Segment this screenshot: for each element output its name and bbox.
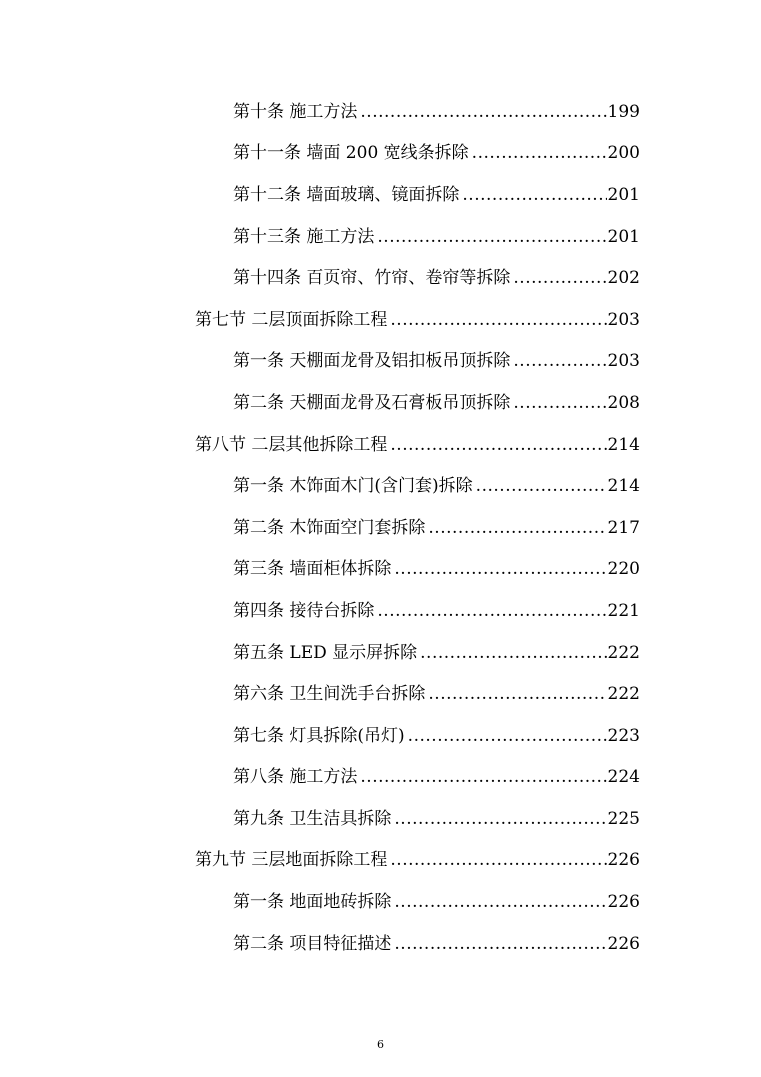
- toc-entry-page: 214: [607, 476, 640, 497]
- toc-entry[interactable]: [0, 382, 761, 424]
- toc-entry-page: 226: [607, 933, 640, 954]
- toc-section-entry[interactable]: [0, 840, 761, 882]
- table-of-contents: [0, 91, 761, 964]
- toc-dot-leader: [390, 849, 606, 871]
- toc-dot-leader: [420, 642, 606, 664]
- toc-section-entry[interactable]: [0, 424, 761, 466]
- toc-entry[interactable]: [0, 174, 761, 216]
- toc-dot-leader: [408, 725, 607, 747]
- toc-entry-title: 第十四条 百页帘、竹帘、卷帘等拆除: [233, 268, 511, 289]
- toc-dot-leader: [462, 184, 606, 206]
- toc-entry[interactable]: [0, 673, 761, 715]
- toc-entry-title: 第十二条 墙面玻璃、镜面拆除: [233, 184, 460, 205]
- toc-entry[interactable]: [0, 590, 761, 632]
- toc-entry-title: 第九节 三层地面拆除工程: [195, 850, 388, 871]
- toc-entry-title: 第二条 项目特征描述: [233, 933, 392, 954]
- toc-entry-title: 第五条 LED 显示屏拆除: [233, 642, 418, 663]
- toc-dot-leader: [476, 475, 607, 497]
- toc-entry-page: 223: [607, 725, 640, 746]
- toc-entry-page: 226: [607, 892, 640, 913]
- toc-entry[interactable]: [0, 632, 761, 674]
- toc-dot-leader: [513, 392, 606, 414]
- toc-entry[interactable]: [0, 133, 761, 175]
- toc-dot-leader: [390, 434, 606, 456]
- toc-entry[interactable]: [0, 507, 761, 549]
- toc-dot-leader: [360, 101, 606, 123]
- toc-dot-leader: [472, 142, 607, 164]
- page-number: 6: [377, 1038, 384, 1051]
- toc-dot-leader: [394, 808, 606, 830]
- toc-entry-title: 第一条 木饰面木门(含门套)拆除: [233, 476, 473, 497]
- toc-dot-leader: [360, 766, 606, 788]
- toc-entry[interactable]: [0, 257, 761, 299]
- toc-dot-leader: [513, 267, 606, 289]
- toc-entry-page: 217: [607, 517, 640, 538]
- toc-dot-leader: [394, 891, 606, 913]
- toc-dot-leader: [428, 683, 606, 705]
- toc-entry-title: 第三条 墙面柜体拆除: [233, 559, 392, 580]
- toc-entry-page: 201: [607, 184, 640, 205]
- toc-entry-page: 200: [607, 143, 640, 164]
- toc-entry-page: 202: [607, 268, 640, 289]
- toc-entry[interactable]: [0, 923, 761, 965]
- toc-entry-title: 第十一条 墙面 200 宽线条拆除: [233, 143, 469, 164]
- toc-entry-page: 224: [607, 767, 640, 788]
- toc-entry-title: 第一条 天棚面龙骨及铝扣板吊顶拆除: [233, 351, 511, 372]
- toc-entry[interactable]: [0, 341, 761, 383]
- toc-entry-page: 203: [607, 351, 640, 372]
- toc-entry[interactable]: [0, 465, 761, 507]
- toc-entry[interactable]: [0, 881, 761, 923]
- toc-entry-title: 第六条 卫生间洗手台拆除: [233, 684, 426, 705]
- toc-dot-leader: [390, 309, 606, 331]
- toc-entry-page: 225: [607, 808, 640, 829]
- toc-entry[interactable]: [0, 216, 761, 258]
- toc-dot-leader: [428, 517, 606, 539]
- toc-entry-title: 第七节 二层顶面拆除工程: [195, 309, 388, 330]
- toc-section-entry[interactable]: [0, 299, 761, 341]
- toc-entry-page: 221: [607, 600, 640, 621]
- toc-entry-title: 第十条 施工方法: [233, 101, 358, 122]
- toc-entry[interactable]: [0, 757, 761, 799]
- toc-entry-title: 第一条 地面地砖拆除: [233, 892, 392, 913]
- toc-dot-leader: [394, 933, 606, 955]
- toc-entry-title: 第九条 卫生洁具拆除: [233, 808, 392, 829]
- toc-dot-leader: [377, 600, 606, 622]
- toc-dot-leader: [394, 558, 606, 580]
- toc-entry-page: 222: [607, 684, 640, 705]
- toc-entry-title: 第十三条 施工方法: [233, 226, 375, 247]
- toc-entry-page: 214: [607, 434, 640, 455]
- toc-entry-page: 222: [607, 642, 640, 663]
- toc-dot-leader: [377, 226, 606, 248]
- toc-dot-leader: [513, 350, 606, 372]
- toc-entry-title: 第七条 灯具拆除(吊灯): [233, 725, 405, 746]
- toc-entry[interactable]: [0, 798, 761, 840]
- toc-entry-title: 第四条 接待台拆除: [233, 600, 375, 621]
- toc-entry[interactable]: [0, 549, 761, 591]
- toc-entry[interactable]: [0, 91, 761, 133]
- toc-entry-page: 208: [607, 392, 640, 413]
- toc-entry-page: 226: [607, 850, 640, 871]
- toc-entry-page: 203: [607, 309, 640, 330]
- toc-entry-title: 第二条 天棚面龙骨及石膏板吊顶拆除: [233, 392, 511, 413]
- toc-entry-title: 第二条 木饰面空门套拆除: [233, 517, 426, 538]
- toc-entry-page: 199: [607, 101, 640, 122]
- toc-entry[interactable]: [0, 715, 761, 757]
- toc-entry-page: 201: [607, 226, 640, 247]
- toc-entry-title: 第八条 施工方法: [233, 767, 358, 788]
- toc-entry-page: 220: [607, 559, 640, 580]
- toc-entry-title: 第八节 二层其他拆除工程: [195, 434, 388, 455]
